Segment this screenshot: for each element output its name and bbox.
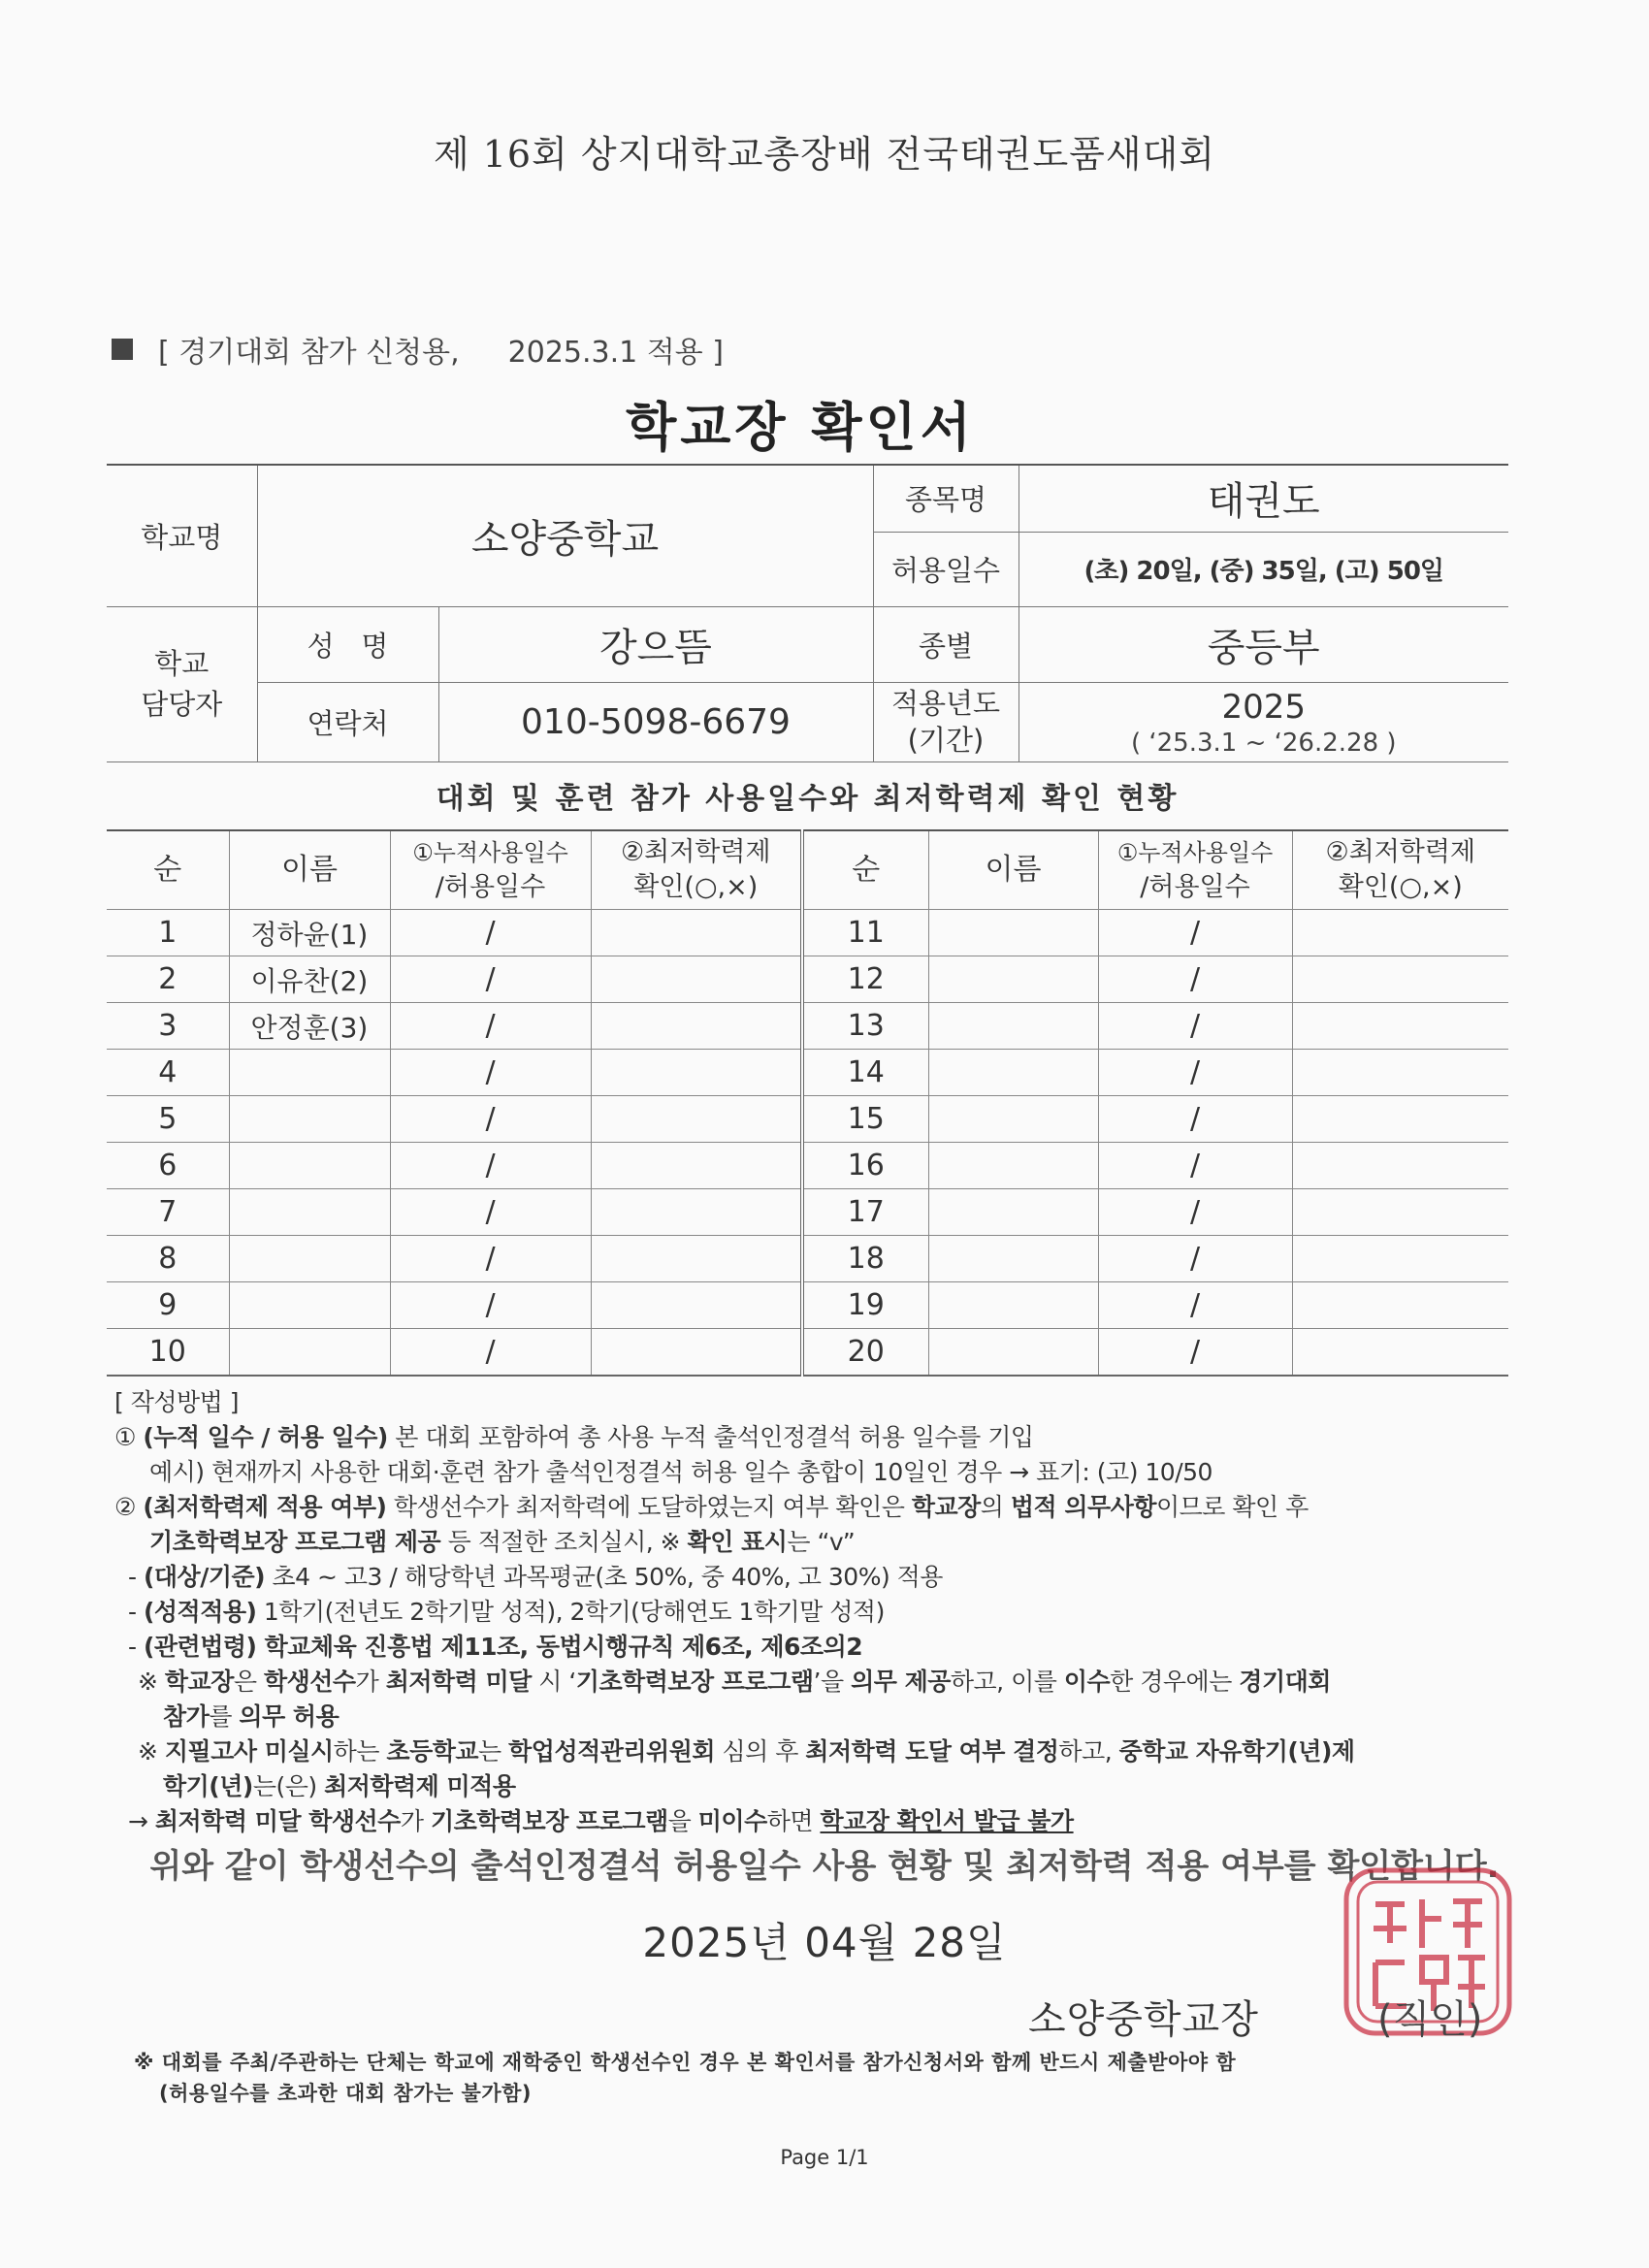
row-no: 18: [802, 1236, 928, 1282]
row-acad: [1292, 1282, 1508, 1329]
contact-group-label: 학교 담당자: [107, 606, 257, 761]
row-acad: [591, 1189, 802, 1236]
usage-note: [112, 328, 724, 371]
phone-value: 010-5098-6679: [438, 682, 873, 761]
phone-label: 연락처: [257, 682, 438, 761]
row-no: 2: [107, 956, 229, 1003]
instruction-line: ※ 학교장은 학생선수가 최저학력 미달 시 ‘기초학력보장 프로그램’을 의무 제공하고, 이를 이수한 경우에는 경기대회: [138, 1668, 1331, 1696]
document-title: 학교장 확인서: [626, 397, 975, 458]
table-row: [107, 1282, 1508, 1329]
row-no: 4: [107, 1050, 229, 1096]
year-value: 2025: [1221, 688, 1307, 727]
instruction-line: ※ 지필고사 미실시하는 초등학교는 학업성적관리위원회 심의 후 최저학력 도달 여부 결정하고, 중학교 자유학기(년)제: [138, 1737, 1355, 1766]
row-days: /: [390, 1329, 591, 1377]
row-acad: [591, 1236, 802, 1282]
row-name: [229, 1236, 390, 1282]
row-days: /: [1098, 1003, 1292, 1050]
instruction-line: 기초학력보장 프로그램 제공 등 적절한 조치실시, ※ 확인 표시는 “v”: [149, 1528, 856, 1556]
row-days: /: [1098, 1236, 1292, 1282]
instruction-line: - (성적적용) 1학기(전년도 2학기말 성적), 2학기(당해연도 1학기말 성적): [128, 1598, 885, 1626]
row-acad: [591, 1050, 802, 1096]
table-row: [107, 1096, 1508, 1143]
row-name: [928, 1096, 1098, 1143]
principal-name: 소양중학교장: [1028, 1997, 1259, 2042]
row-days: /: [390, 1282, 591, 1329]
instruction-line: - (대상/기준) 초4 ~ 고3 / 해당학년 과목평균(초 50%, 중 40%, 고 30%) 적용: [128, 1563, 943, 1591]
row-acad: [591, 1329, 802, 1377]
year-value-cell: [1018, 682, 1508, 761]
row-no: 13: [802, 1003, 928, 1050]
table-row: [107, 1189, 1508, 1236]
row-acad: [1292, 1329, 1508, 1377]
row-acad: [1292, 1143, 1508, 1189]
row-no: 19: [802, 1282, 928, 1329]
row-name: 정하윤(1): [229, 910, 390, 956]
row-days: /: [390, 956, 591, 1003]
row-name: [229, 1282, 390, 1329]
roster-heading: 대회 및 훈련 참가 사용일수와 최저학력제 확인 현황: [436, 782, 1180, 816]
table-row: [107, 1003, 1508, 1050]
school-name: 소양중학교: [257, 465, 873, 606]
row-days: /: [1098, 1050, 1292, 1096]
row-acad: [1292, 1236, 1508, 1282]
row-name: [928, 1003, 1098, 1050]
row-no: 15: [802, 1096, 928, 1143]
row-no: 14: [802, 1050, 928, 1096]
table-row: [107, 1236, 1508, 1282]
footnote-line-2: (허용일수를 초과한 대회 참가는 불가함): [159, 2082, 533, 2105]
row-name: [928, 1329, 1098, 1377]
event-name: 태권도: [1018, 465, 1508, 532]
allowed-days-value: (초) 20일, (중) 35일, (고) 50일: [1018, 532, 1508, 606]
division-value: 중등부: [1018, 606, 1508, 682]
row-acad: [591, 1096, 802, 1143]
row-name: [229, 1096, 390, 1143]
header-days-right: ①누적사용일수 /허용일수: [1098, 830, 1292, 910]
row-name: [229, 1050, 390, 1096]
instructions: [114, 1385, 1511, 1839]
row-no: 1: [107, 910, 229, 956]
row-acad: [591, 1143, 802, 1189]
row-no: 16: [802, 1143, 928, 1189]
row-name: [928, 1143, 1098, 1189]
info-table: [107, 464, 1508, 762]
header-days-left: ①누적사용일수 /허용일수: [390, 830, 591, 910]
usage-note-left: [ 경기대회 참가 신청용,: [158, 336, 460, 370]
instruction-line: ② (최저학력제 적용 여부) 학생선수가 최저학력에 도달하였는지 여부 확인은 학교장의 법적 의무사항이므로 확인 후: [114, 1493, 1309, 1521]
row-name: [928, 1236, 1098, 1282]
row-acad: [591, 1282, 802, 1329]
row-days: /: [390, 1236, 591, 1282]
row-no: 9: [107, 1282, 229, 1329]
row-acad: [1292, 1050, 1508, 1096]
seal-label: (직인): [1377, 1997, 1483, 2042]
row-no: 6: [107, 1143, 229, 1189]
issue-date: 2025년 04월 28일: [642, 1919, 1007, 1966]
row-name: [928, 956, 1098, 1003]
row-name: [229, 1329, 390, 1377]
header-name-left: 이름: [229, 830, 390, 910]
row-acad: [591, 910, 802, 956]
row-days: /: [1098, 1282, 1292, 1329]
row-name: [928, 1050, 1098, 1096]
row-name: 안정훈(3): [229, 1003, 390, 1050]
row-days: /: [1098, 1143, 1292, 1189]
table-row: [107, 1329, 1508, 1377]
row-days: /: [1098, 1096, 1292, 1143]
header-acad-right: ②최저학력제 확인(○,×): [1292, 830, 1508, 910]
page-number: Page 1/1: [780, 2146, 869, 2169]
row-name: [928, 1189, 1098, 1236]
confirmation-statement: 위와 같이 학생선수의 출석인정결석 허용일수 사용 현황 및 최저학력 적용 여부를 확인합니다.: [149, 1847, 1500, 1886]
row-days: /: [1098, 1329, 1292, 1377]
instruction-line: 학기(년)는(은) 최저학력제 미적용: [163, 1772, 516, 1800]
instruction-line: - (관련법령) 학교체육 진흥법 제11조, 동법시행규칙 제6조, 제6조의2: [128, 1633, 863, 1661]
row-name: [928, 910, 1098, 956]
header-no-right: 순: [802, 830, 928, 910]
row-days: /: [390, 1050, 591, 1096]
row-no: 7: [107, 1189, 229, 1236]
instruction-line: 참가를 의무 허용: [163, 1702, 340, 1731]
school-label: 학교명: [107, 465, 257, 606]
division-label: 종별: [873, 606, 1018, 682]
row-acad: [1292, 910, 1508, 956]
row-acad: [1292, 1096, 1508, 1143]
row-acad: [1292, 1003, 1508, 1050]
table-row: [107, 910, 1508, 956]
event-label: 종목명: [873, 465, 1018, 532]
row-no: 5: [107, 1096, 229, 1143]
footnote: [134, 2047, 1511, 2109]
allowed-days-label: 허용일수: [873, 532, 1018, 606]
row-days: /: [390, 1003, 591, 1050]
row-no: 17: [802, 1189, 928, 1236]
row-acad: [1292, 956, 1508, 1003]
row-name: 이유찬(2): [229, 956, 390, 1003]
header-acad-left: ②최저학력제 확인(○,×): [591, 830, 802, 910]
row-name: [229, 1189, 390, 1236]
row-name: [928, 1282, 1098, 1329]
row-no: 10: [107, 1329, 229, 1377]
table-row: [107, 1050, 1508, 1096]
row-days: /: [390, 1143, 591, 1189]
instruction-line: 예시) 현재까지 사용한 대회·훈련 참가 출석인정결석 허용 일수 총합이 10일인 경우 → 표기: (고) 10/50: [149, 1458, 1212, 1486]
row-days: /: [1098, 956, 1292, 1003]
header-name-right: 이름: [928, 830, 1098, 910]
row-acad: [1292, 1189, 1508, 1236]
row-no: 20: [802, 1329, 928, 1377]
row-days: /: [1098, 1189, 1292, 1236]
footnote-line-1: ※ 대회를 주최/주관하는 단체는 학교에 재학중인 학생선수인 경우 본 확인서를 참가신청서와 함께 반드시 제출받아야 함: [134, 2051, 1237, 2074]
event-title: 제 16회 상지대학교총장배 전국태권도품새대회: [433, 133, 1216, 176]
usage-note-right: 2025.3.1 적용 ]: [507, 336, 725, 370]
row-days: /: [390, 1189, 591, 1236]
row-days: /: [1098, 910, 1292, 956]
table-row: [107, 1143, 1508, 1189]
row-days: /: [390, 1096, 591, 1143]
row-acad: [591, 956, 802, 1003]
instruction-line: → 최저학력 미달 학생선수가 기초학력보장 프로그램을 미이수하면 학교장 확인서 발급 불가: [128, 1807, 1074, 1835]
row-no: 3: [107, 1003, 229, 1050]
table-row: [107, 956, 1508, 1003]
row-no: 8: [107, 1236, 229, 1282]
square-bullet-icon: [112, 339, 133, 360]
year-period: ( ‘25.3.1 ~ ‘26.2.28 ): [1130, 729, 1397, 758]
row-name: [229, 1143, 390, 1189]
roster-table: [107, 829, 1508, 1377]
contact-name: 강으뜸: [438, 606, 873, 682]
header-no-left: 순: [107, 830, 229, 910]
row-no: 11: [802, 910, 928, 956]
instruction-line: ① (누적 일수 / 허용 일수) 본 대회 포함하여 총 사용 누적 출석인정결석 허용 일수를 기입: [114, 1423, 1034, 1451]
row-no: 12: [802, 956, 928, 1003]
name-label: 성 명: [257, 606, 438, 682]
instructions-heading: [ 작성방법 ]: [114, 1388, 240, 1416]
row-days: /: [390, 910, 591, 956]
row-acad: [591, 1003, 802, 1050]
year-label: 적용년도 (기간): [873, 682, 1018, 761]
